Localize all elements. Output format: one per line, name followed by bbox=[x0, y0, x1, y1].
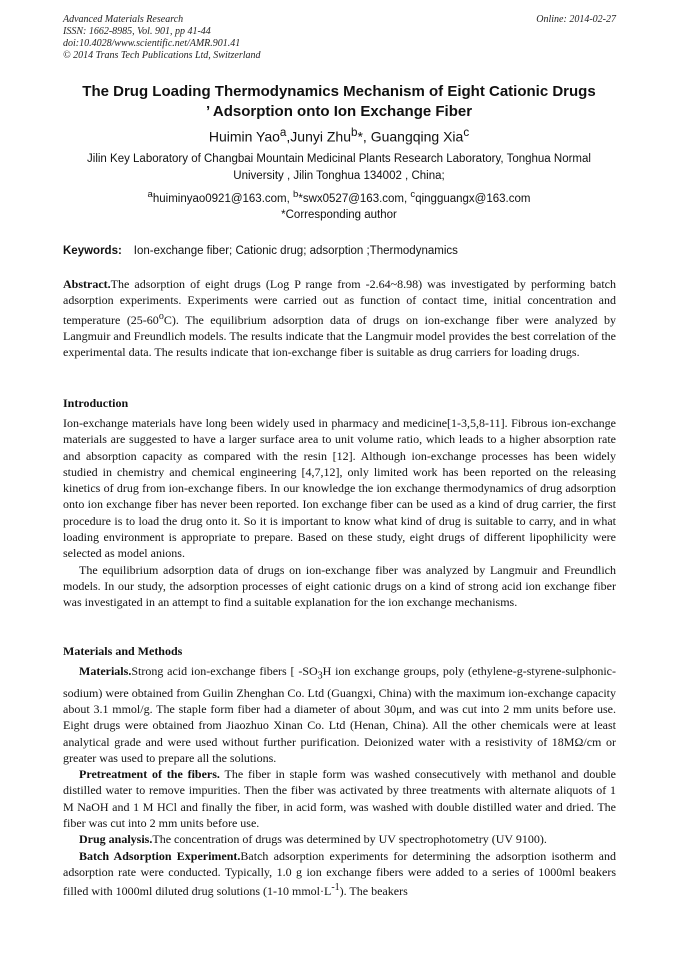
pretreatment-label: Pretreatment of the fibers. bbox=[79, 767, 220, 782]
email-a[interactable]: huiminyao0921@163.com, bbox=[152, 192, 294, 205]
abstract bbox=[63, 276, 616, 360]
author-emails bbox=[50, 186, 628, 208]
author-1-affil: a bbox=[279, 126, 287, 139]
batch-paragraph bbox=[63, 848, 616, 900]
email-c-marker: c bbox=[410, 189, 416, 200]
drug-analysis-paragraph bbox=[63, 831, 616, 847]
email-c[interactable]: qingguangx@163.com bbox=[415, 192, 531, 205]
intro-paragraph-2: The equilibrium adsorption data of drugs on ion-exchange fiber was analyzed by Langmuir and Freundlich models. In our study, the adsorption processes of eight cationic drugs on a kind of strong acid ion exchange fiber was investigated in an attempt to find a suitable explanation for the ion exchange mechanisms. bbox=[63, 562, 616, 610]
author-3-affil: c bbox=[463, 126, 470, 139]
materials-text-2: H ion exchange groups, poly (ethylene-g-styrene-sulphonic-sodium) were obtained from Guilin Zhenghan Co. Ltd (Guangxi, China) with the maximum ion-exchange capacity about 3.1 mmol/g. The staple form fiber had a diameter of about 30μm, and was cut into 2 mm units before use. Eight drugs were obtained from Jiaozhuo Xinan Co. Ltd (Henan, China). All the other chemicals were at least analytical grade and were used without further purification. Deionized water with a resistivity of 18MΩ/cm or greater was used to prepare all the solutions. bbox=[63, 664, 616, 765]
affiliation-line-2: University , Jilin Tonghua 134002 , China; bbox=[233, 170, 445, 182]
title-line-2: ’ Adsorption onto Ion Exchange Fiber bbox=[205, 103, 473, 120]
affiliation bbox=[60, 151, 618, 185]
issn-line: ISSN: 1662-8985, Vol. 901, pp 41-44 bbox=[63, 26, 211, 37]
keywords-label: Keywords: bbox=[63, 245, 122, 257]
email-b-marker: b bbox=[293, 189, 299, 200]
title-line-1: The Drug Loading Thermodynamics Mechanism of Eight Cationic Drugs bbox=[82, 83, 596, 100]
email-b[interactable]: *swx0527@163.com, bbox=[298, 192, 411, 205]
batch-text-2: ). The beakers bbox=[339, 884, 408, 899]
pretreatment-paragraph bbox=[63, 766, 616, 831]
pretreatment-text: The fiber in staple form was washed consecutively with methanol and double distilled water to remove impurities. Then the fiber was activated by three treatments with alternate aliquots of 1 M NaOH and 1 M HCl and finally the fiber, in acid form, was washed with double distilled water and dried. The fiber was cut into 2 mm units before use. bbox=[63, 767, 616, 831]
unit-superscript: -1 bbox=[331, 882, 340, 894]
copyright-line: © 2014 Trans Tech Publications Ltd, Switzerland bbox=[63, 50, 261, 61]
methods-body bbox=[63, 663, 616, 900]
batch-text-1: Batch adsorption experiments for determining the adsorption isotherm and adsorption rate were conducted. Typically, 1.0 g ion exchange fibers were added to a series of 1000ml beakers filled with 1000ml diluted drug solutions (1-10 mmol·L bbox=[63, 848, 616, 899]
degree-mark: o bbox=[158, 310, 164, 322]
affiliation-line-1: Jilin Key Laboratory of Changbai Mountain Medicinal Plants Research Laboratory, Tonghua Normal bbox=[87, 153, 591, 165]
abstract-text-1: The adsorption of eight drugs (Log P range from -2.64~8.98) was investigated by performing batch adsorption experiments. Experiments were carried out as function of contact time, initial concentration and temperature (25-60 bbox=[63, 277, 616, 327]
introduction-heading: Introduction bbox=[63, 396, 129, 410]
drug-analysis-text: The concentration of drugs was determined by UV spectrophotometry (UV 9100). bbox=[152, 832, 547, 847]
paper-title bbox=[50, 82, 628, 122]
author-2: ,Junyi Zhu bbox=[286, 128, 351, 145]
materials-text-1: Strong acid ion-exchange fibers [ -SO bbox=[131, 664, 318, 678]
corresponding-mark: *, bbox=[357, 128, 371, 145]
author-3: Guangqing Xia bbox=[370, 128, 464, 145]
online-date: Online: 2014-02-27 bbox=[536, 14, 616, 25]
author-1: Huimin Yao bbox=[208, 128, 280, 145]
materials-label: Materials. bbox=[79, 664, 132, 678]
batch-label: Batch Adsorption Experiment. bbox=[79, 848, 241, 863]
journal-name: Advanced Materials Research bbox=[63, 14, 184, 25]
introduction-body bbox=[63, 415, 616, 611]
so3-subscript: 3 bbox=[317, 670, 323, 682]
methods-heading: Materials and Methods bbox=[63, 644, 183, 658]
keywords-text: Ion-exchange fiber; Cationic drug; adsorption ;Thermodynamics bbox=[133, 245, 458, 257]
abstract-text-2: C). The equilibrium adsorption data of drugs on ion-exchange fiber were analyzed by Langmuir and Freundlich models. The results indicate that the Langmuir model provides the best correlation of the experimental data. The results indicate that ion-exchange fiber is suitable as drug carriers for loading drugs. bbox=[63, 312, 616, 360]
drug-analysis-label: Drug analysis. bbox=[79, 832, 153, 847]
doi-link[interactable]: doi:10.4028/www.scientific.net/AMR.901.41 bbox=[63, 38, 241, 49]
email-a-marker: a bbox=[147, 189, 153, 200]
journal-header bbox=[63, 14, 261, 62]
corresponding-author-note: *Corresponding author bbox=[281, 209, 397, 221]
author-2-affil: b bbox=[350, 126, 358, 139]
keywords bbox=[63, 243, 616, 259]
abstract-label: Abstract. bbox=[63, 277, 111, 291]
materials-paragraph bbox=[63, 663, 616, 766]
intro-paragraph-1: Ion-exchange materials have long been widely used in pharmacy and medicine[1-3,5,8-11]. Fibrous ion-exchange materials are suggested to have a larger surface area to unit volume ratio, which leads to a higher absorption rate and absorption capacity as compared with the resin [12]. Although ion-exchange processes has been widely studied in chemistry and chemical engineering [4,7,12], only limited work has been reported on the releasing kinetics of drug from ion-exchange fibers. In our knowledge the ion exchange thermodynamics of drug adsorption onto ion exchange fiber has never been reported. Ion exchange fiber can be used as a kind of drug carrier, the first procedure is to load the drug onto it. So it is important to know what kind of drug is suitable to carry, and in what loading environment is appropriate to prepare. Based on these study, eight drugs of different lipophilicity were selected as model anions. bbox=[63, 416, 616, 561]
author-list bbox=[50, 124, 628, 146]
